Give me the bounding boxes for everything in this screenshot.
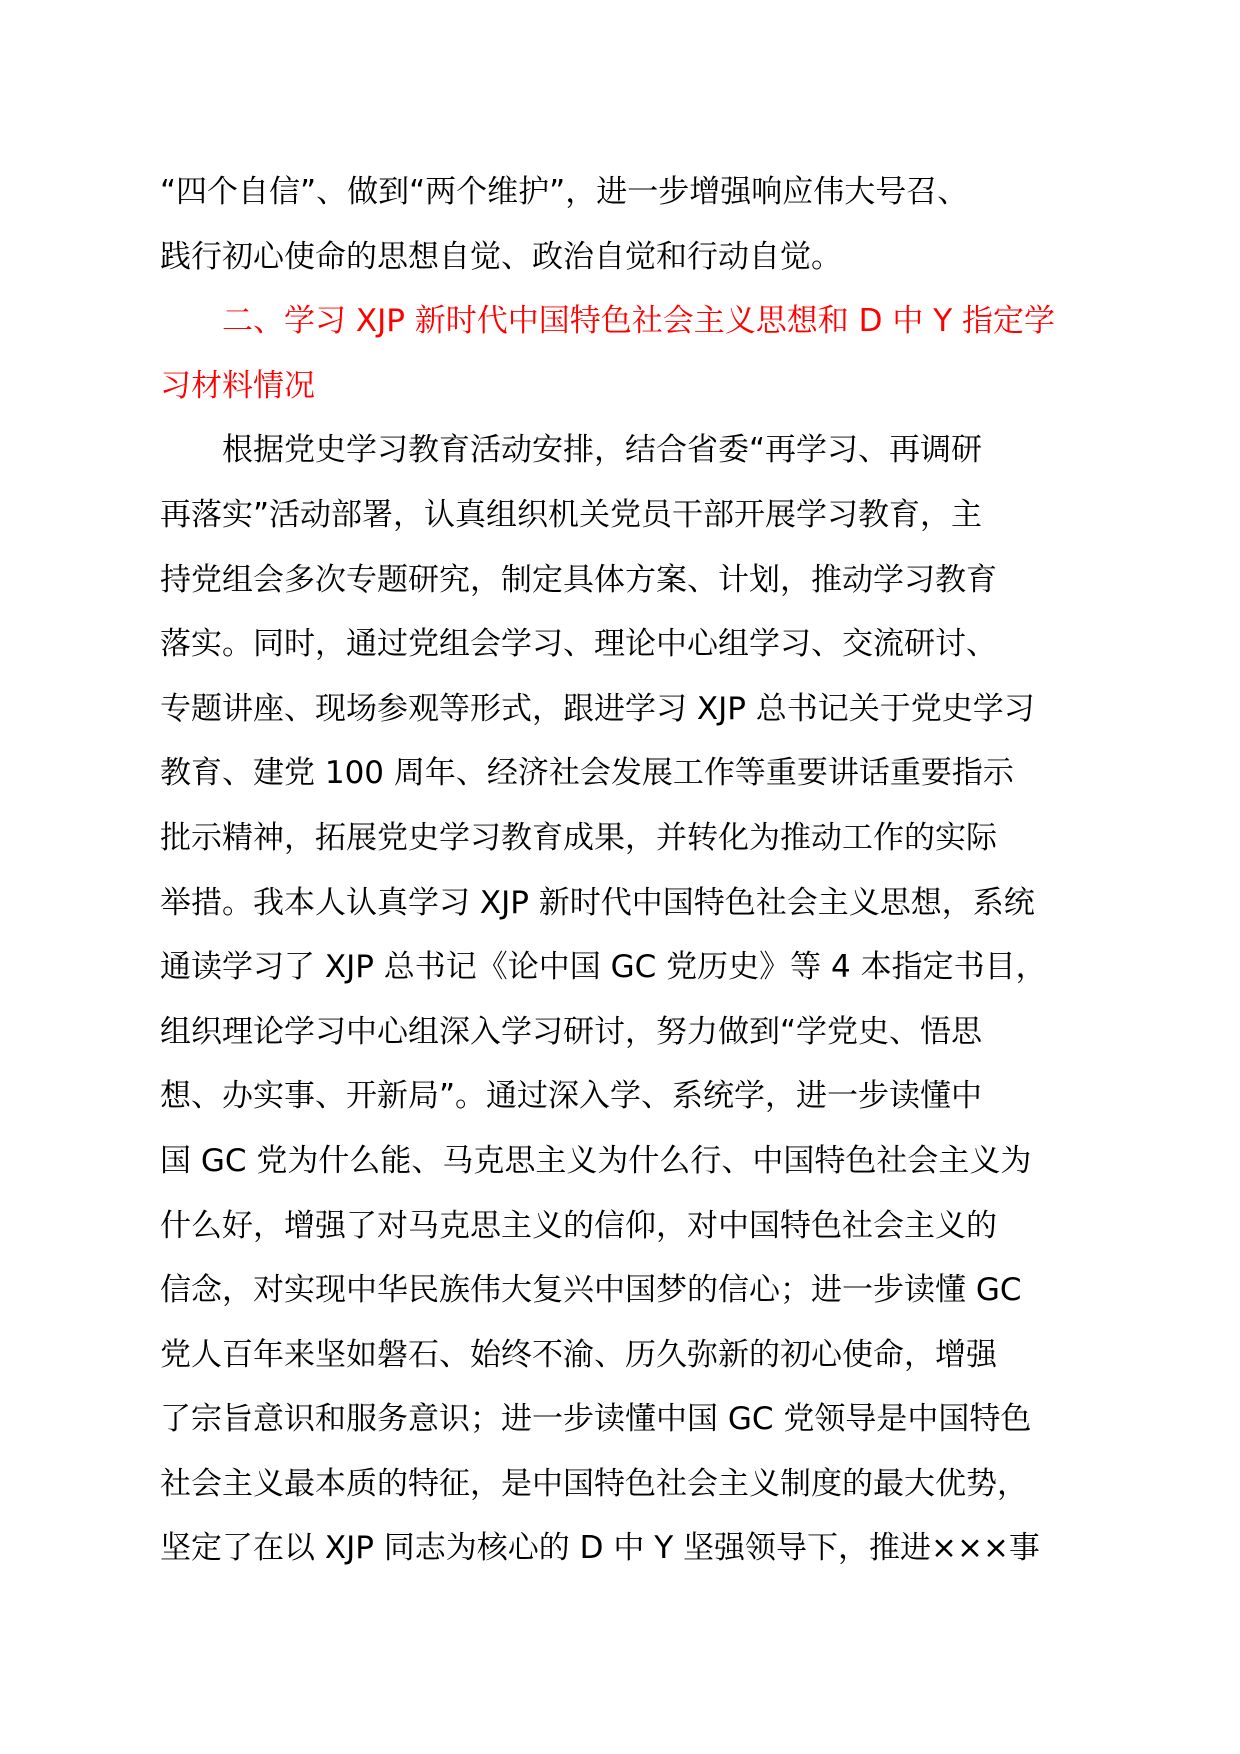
text-line: “四个自信”、做到“两个维护”，进一步增强响应伟大号召、 (160, 174, 969, 210)
text-line: 坚定了在以 XJP 同志为核心的 D 中 Y 坚强领导下，推进×××事 (160, 1530, 1040, 1567)
text-line: 组织理论学习中心组深入学习研讨，努力做到“学党史、悟思 (160, 1013, 983, 1050)
text-line: 国 GC 党为什么能、马克思主义为什么行、中国特色社会主义为 (160, 1142, 1032, 1179)
text-line: 根据党史学习教育活动安排，结合省委“再学习、再调研 (222, 432, 983, 469)
text-line: 党人百年来坚如磐石、始终不渝、历久弥新的初心使命，增强 (160, 1336, 997, 1373)
document-page (160, 160, 1090, 1581)
text-line: 通读学习了 XJP 总书记《论中国 GC 党历史》等 4 本指定书目， (160, 949, 1047, 986)
text-line: 什么好，增强了对马克思主义的信仰，对中国特色社会主义的 (160, 1207, 997, 1244)
text-line: 社会主义最本质的特征，是中国特色社会主义制度的最大优势， (160, 1465, 1028, 1502)
paragraph-main (160, 418, 1090, 1581)
section-heading (160, 289, 1090, 418)
heading-line: 二、学习 XJP 新时代中国特色社会主义思想和 D 中 Y 指定学 (222, 303, 1056, 340)
paragraph-continued (160, 160, 1090, 289)
heading-line: 习材料情况 (160, 367, 315, 404)
text-line: 再落实”活动部署，认真组织机关党员干部开展学习教育，主 (160, 496, 983, 533)
text-line: 践行初心使命的思想自觉、政治自觉和行动自觉。 (160, 238, 842, 275)
text-line: 专题讲座、现场参观等形式，跟进学习 XJP 总书记关于党史学习 (160, 690, 1035, 727)
text-line: 举措。我本人认真学习 XJP 新时代中国特色社会主义思想，系统 (160, 884, 1035, 921)
text-line: 了宗旨意识和服务意识；进一步读懂中国 GC 党领导是中国特色 (160, 1401, 1032, 1438)
text-line: 想、办实事、开新局”。通过深入学、系统学，进一步读懂中 (160, 1078, 983, 1115)
text-line: 信念，对实现中华民族伟大复兴中国梦的信心；进一步读懂 GC (160, 1272, 1022, 1309)
text-line: 教育、建党 100 周年、经济社会发展工作等重要讲话重要指示 (160, 755, 1014, 792)
text-line: 落实。同时，通过党组会学习、理论中心组学习、交流研讨、 (160, 626, 997, 663)
text-line: 批示精神，拓展党史学习教育成果，并转化为推动工作的实际 (160, 819, 997, 856)
text-line: 持党组会多次专题研究，制定具体方案、计划，推动学习教育 (160, 561, 997, 598)
